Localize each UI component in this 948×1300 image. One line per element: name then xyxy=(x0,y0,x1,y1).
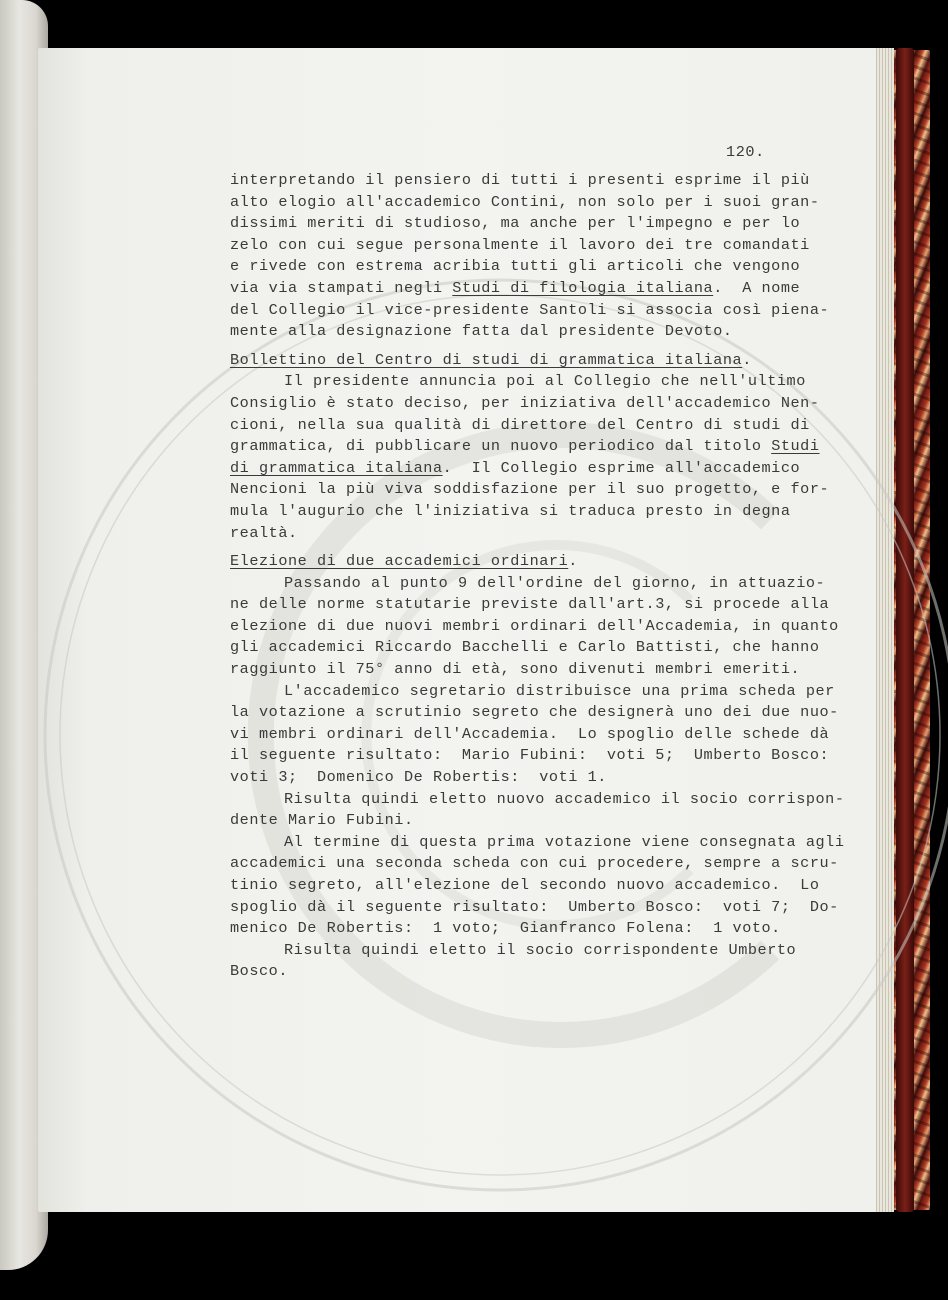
text-line: gli accademici Riccardo Bacchelli e Carlo Battisti, che hanno xyxy=(230,638,820,657)
text-line: ne delle norme statutarie previste dall'art.3, si procede alla xyxy=(230,595,830,614)
text-line: elezione di due nuovi membri ordinari dell'Accademia, in quanto xyxy=(230,616,839,635)
text-segment: via via stampati negli xyxy=(230,278,453,297)
text-line: raggiunto il 75° anno di età, sono divenuti membri emeriti. xyxy=(230,660,801,679)
journal-title-underlined: Studi xyxy=(771,437,820,456)
text-line: e rivede con estrema acribia tutti gli articoli che vengono xyxy=(230,257,801,276)
text-line: tinio segreto, all'elezione del secondo nuovo accademico. Lo xyxy=(230,876,820,894)
text-line: realtà. xyxy=(230,523,298,542)
text-line: la votazione a scrutinio segreto che designerà uno dei due nuo- xyxy=(230,703,839,722)
journal-title-underlined: Studi di filologia italiana xyxy=(452,278,714,297)
binding-board-edge xyxy=(896,48,914,1212)
text-line: Risulta quindi eletto il socio corrispondente Umberto xyxy=(284,940,797,959)
text-line: alto elogio all'accademico Contini, non solo per i suoi gran- xyxy=(230,192,820,211)
text-line: mente alla designazione fatta dal presidente Devoto. xyxy=(230,322,733,341)
text-segment: grammatica, di pubblicare un nuovo periodico dal titolo xyxy=(230,437,772,456)
text-segment: . Il Collegio esprime all'accademico xyxy=(442,458,801,477)
text-line: mula l'augurio che l'iniziativa si traduca presto in degna xyxy=(230,501,791,520)
section-heading-text: Bollettino del Centro di studi di grammatica italiana xyxy=(230,350,743,369)
heading-period: . xyxy=(742,350,752,369)
text-line: Nencioni la più viva soddisfazione per il suo progetto, e for- xyxy=(230,480,830,499)
text-line: Il presidente annuncia poi al Collegio che nell'ultimo xyxy=(284,372,806,391)
text-line: dissimi meriti di studioso, ma anche per l'impegno e per lo xyxy=(230,214,801,233)
text-line: Bosco. xyxy=(230,962,288,981)
text-line xyxy=(230,458,830,480)
page-number: 120. xyxy=(726,143,765,161)
text-line: il seguente risultato: Mario Fubini: voti 5; Umberto Bosco: xyxy=(230,746,830,765)
text-line: accademici una seconda scheda con cui procedere, sempre a scru- xyxy=(230,854,839,873)
text-line: L'accademico segretario distribuisce una prima scheda per xyxy=(284,681,835,700)
document-body xyxy=(230,170,845,983)
text-line: Risulta quindi eletto nuovo accademico il socio corrispon- xyxy=(284,789,845,808)
heading-period: . xyxy=(568,552,578,571)
text-line: interpretando il pensiero di tutti i presenti esprime il più xyxy=(230,171,810,189)
text-line: Al termine di questa prima votazione viene consegnata agli xyxy=(284,832,845,851)
text-line: Consiglio è stato deciso, per iniziativa dell'accademico Nen- xyxy=(230,393,820,412)
text-segment: . A nome xyxy=(713,278,801,297)
journal-title-underlined: di grammatica italiana xyxy=(230,458,443,477)
text-line: dente Mario Fubini. xyxy=(230,811,414,830)
text-line: del Collegio il vice-presidente Santoli si associa così piena- xyxy=(230,300,830,319)
text-line xyxy=(230,278,830,300)
section-heading xyxy=(230,350,830,372)
section-heading xyxy=(230,551,830,573)
text-line: menico De Robertis: 1 voto; Gianfranco Folena: 1 voto. xyxy=(230,919,781,938)
text-line: Passando al punto 9 dell'ordine del giorno, in attuazio- xyxy=(284,573,826,592)
text-line xyxy=(230,436,830,458)
text-line: cioni, nella sua qualità di direttore del Centro di studi di xyxy=(230,415,810,434)
text-line: vi membri ordinari dell'Accademia. Lo spoglio delle schede dà xyxy=(230,724,830,743)
text-line: voti 3; Domenico De Robertis: voti 1. xyxy=(230,768,607,787)
section-heading-text: Elezione di due accademici ordinari xyxy=(230,552,569,571)
text-line: zelo con cui segue personalmente il lavoro dei tre comandati xyxy=(230,235,810,254)
text-line: spoglio dà il seguente risultato: Umberto Bosco: voti 7; Do- xyxy=(230,897,839,916)
